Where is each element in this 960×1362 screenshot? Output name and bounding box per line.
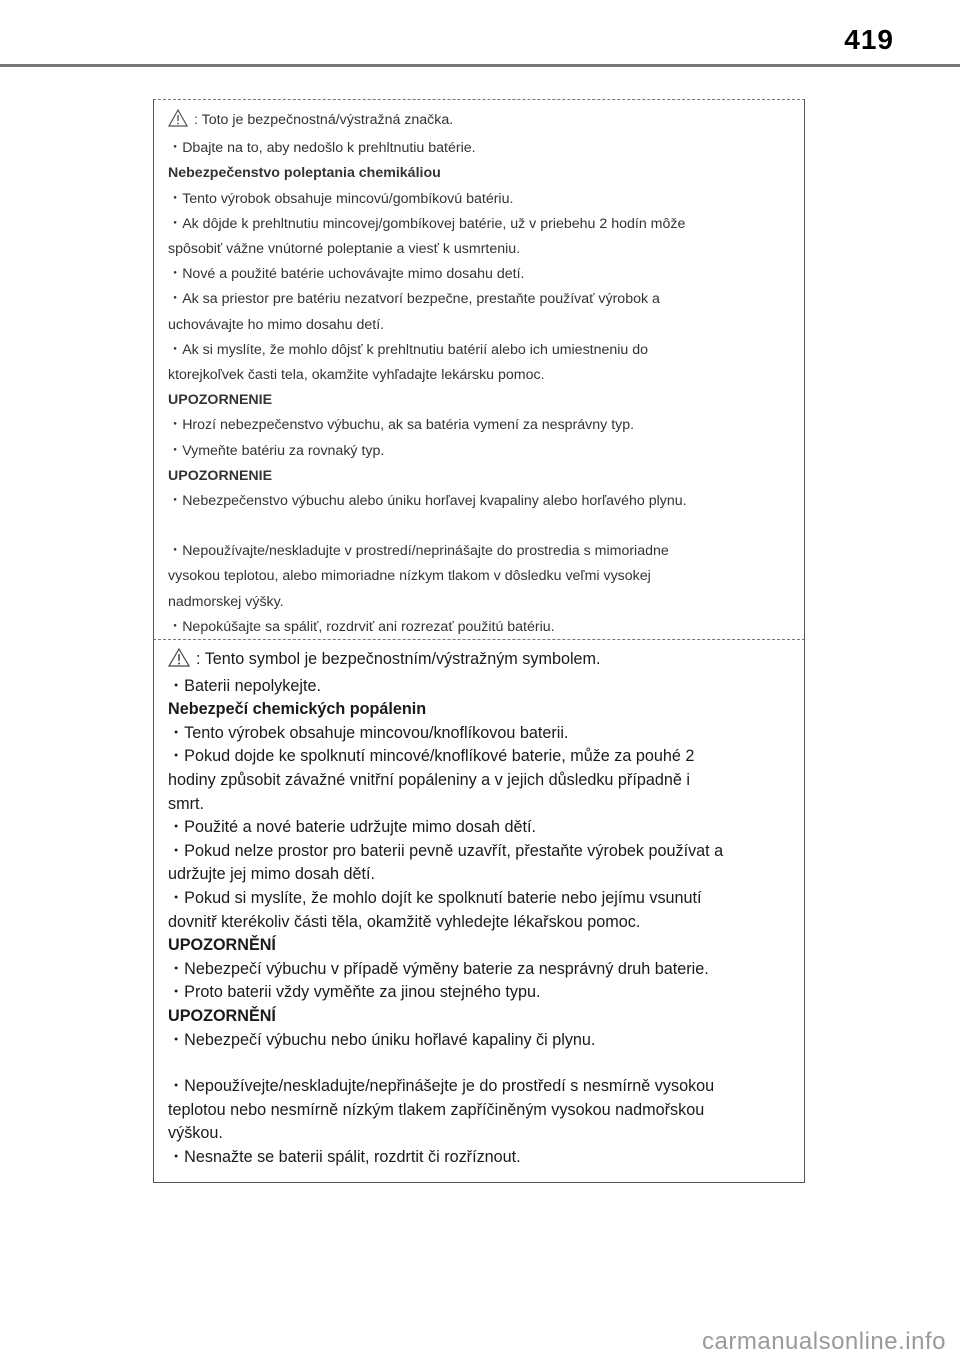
text-line: spôsobiť vážne vnútorné poleptanie a viesť k usmrteniu. xyxy=(168,241,521,258)
text-line: teplotou nebo nesmírně nízkým tlakem zapříčiněným vysokou nadmořskou xyxy=(168,1100,705,1119)
text-line: ・Pokud dojde ke spolknutí mincové/knoflíkové baterie, může za pouhé 2 xyxy=(168,747,695,766)
text-line: ・Ak dôjde k prehltnutiu mincovej/gombíkovej batérie, už v priebehu 2 hodín môže xyxy=(168,215,686,232)
text-line: ・Nesnažte se baterii spálit, rozdrtit či rozříznout. xyxy=(168,1147,521,1166)
section-heading: UPOZORNENIE xyxy=(168,467,273,484)
section-heading: UPOZORNĚNÍ xyxy=(168,936,276,955)
symbol-note-text: : Tento symbol je bezpečnostním/výstražným symbolem. xyxy=(196,650,601,668)
text-line: výškou. xyxy=(168,1124,223,1143)
text-line: ・Nové a použité batérie uchovávajte mimo dosahu detí. xyxy=(168,266,525,283)
blank-line xyxy=(168,1052,804,1075)
symbol-note-text: : Toto je bezpečnostná/výstražná značka. xyxy=(194,112,454,128)
text-line: ・Proto baterii vždy vyměňte za jinou stejného typu. xyxy=(168,983,541,1002)
text-line: ・Nepokúšajte sa spáliť, rozdrviť ani rozrezať použitú batériu. xyxy=(168,618,555,635)
text-line: uchovávajte ho mimo dosahu detí. xyxy=(168,316,385,333)
warning-triangle-icon xyxy=(168,109,188,136)
text-line: ・Nebezpečí výbuchu nebo úniku hořlavé kapaliny či plynu. xyxy=(168,1030,596,1049)
text-line: ・Nepoužívajte/neskladujte v prostredí/neprinášajte do prostredia s mimoriadne xyxy=(168,543,669,560)
text-line: ・Ak sa priestor pre batériu nezatvorí bezpečne, prestaňte používať výrobok a xyxy=(168,291,660,308)
section-heading: Nebezpečí chemických popálenin xyxy=(168,700,427,719)
text-line: ・Tento výrobek obsahuje mincovou/knoflíkovou baterii. xyxy=(168,723,569,742)
text-line: ・Tento výrobok obsahuje mincovú/gombíkovú batériu. xyxy=(168,190,514,207)
text-line: ・Pokud si myslíte, že mohlo dojít ke spolknutí baterie nebo jejímu vsunutí xyxy=(168,888,702,907)
text-line: ・Nebezpečenstvo výbuchu alebo úniku horľavej kvapaliny alebo horľavého plynu. xyxy=(168,493,687,510)
text-line: nadmorskej výšky. xyxy=(168,593,284,610)
page-number: 419 xyxy=(844,24,894,55)
section-heading: UPOZORNĚNÍ xyxy=(168,1006,276,1025)
text-line: ・Baterii nepolykejte. xyxy=(168,676,321,695)
watermark: carmanualsonline.info xyxy=(702,1328,946,1355)
warning-triangle-icon xyxy=(168,648,190,675)
text-line: vysokou teplotou, alebo mimoriadne nízkym tlakom v dôsledku veľmi vysokej xyxy=(168,568,651,585)
text-line: ・Nebezpečí výbuchu v případě výměny baterie za nesprávný druh baterie. xyxy=(168,959,709,978)
section-heading: Nebezpečenstvo poleptania chemikáliou xyxy=(168,165,441,182)
text-line: ・Použité a nové baterie udržujte mimo dosah dětí. xyxy=(168,818,537,837)
symbol-note-line xyxy=(168,648,804,675)
header-rule xyxy=(0,64,960,67)
blank-line xyxy=(168,514,804,539)
text-line: ・Nepoužívejte/neskladujte/nepřinášejte je do prostředí s nesmírně vysokou xyxy=(168,1077,715,1096)
slovak-warning-box xyxy=(153,99,805,639)
section-heading: UPOZORNENIE xyxy=(168,392,273,409)
text-line: dovnitř kterékoliv části těla, okamžitě vyhledejte lékařskou pomoc. xyxy=(168,912,641,931)
text-line: ・Vymeňte batériu za rovnaký typ. xyxy=(168,442,385,459)
czech-warning-box xyxy=(153,639,805,1183)
text-line: ・Ak si myslíte, že mohlo dôjsť k prehltnutiu batérií alebo ich umiestneniu do xyxy=(168,341,649,358)
text-line: ・Hrozí nebezpečenstvo výbuchu, ak sa batéria vymení za nesprávny typ. xyxy=(168,417,635,434)
symbol-note-line xyxy=(168,108,804,136)
text-line: ・Pokud nelze prostor pro baterii pevně uzavřít, přestaňte výrobek používat a xyxy=(168,841,724,860)
text-line: udržujte jej mimo dosah dětí. xyxy=(168,865,375,884)
text-line: ktorejkoľvek časti tela, okamžite vyhľadajte lekársku pomoc. xyxy=(168,367,545,384)
text-line: hodiny způsobit závažné vnitřní popáleniny a v jejich důsledku případně i xyxy=(168,770,690,789)
text-line: ・Dbajte na to, aby nedošlo k prehltnutiu batérie. xyxy=(168,140,476,157)
text-line: smrt. xyxy=(168,794,204,813)
